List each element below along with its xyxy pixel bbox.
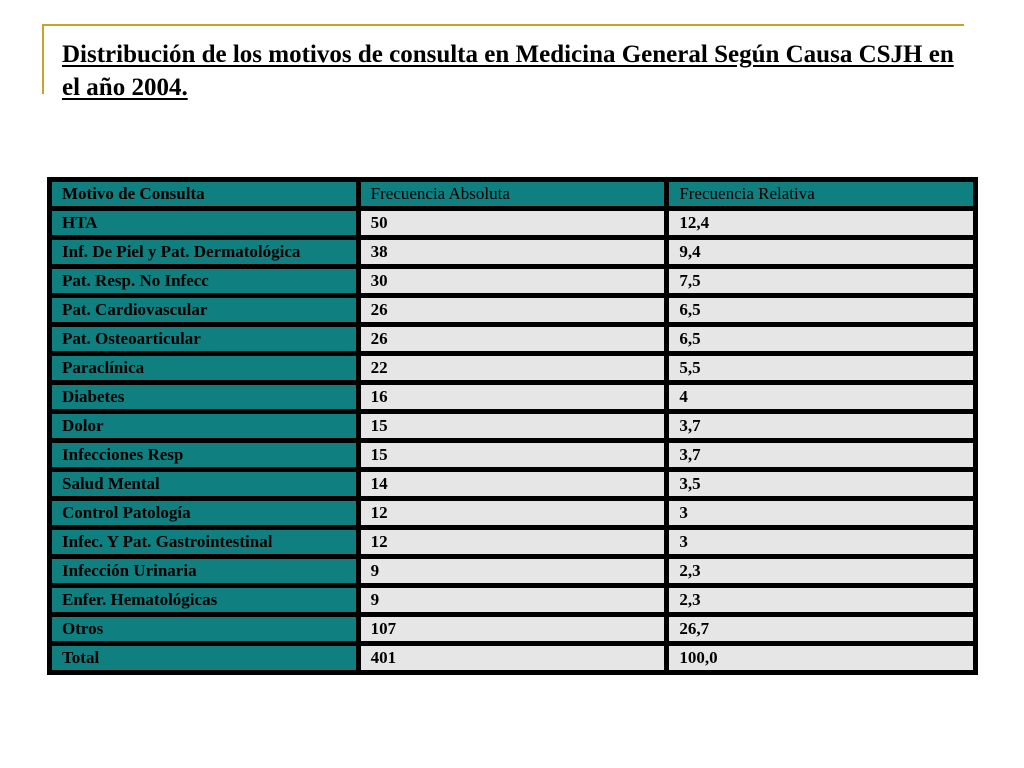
column-header-motivo: Motivo de Consulta xyxy=(52,182,356,206)
frecuencia-relativa-cell: 6,5 xyxy=(669,327,973,351)
frecuencia-relativa-cell: 6,5 xyxy=(669,298,973,322)
frecuencia-absoluta-cell: 50 xyxy=(361,211,665,235)
table-row xyxy=(52,240,973,264)
table-row xyxy=(52,472,973,496)
frecuencia-relativa-cell: 3,7 xyxy=(669,414,973,438)
frecuencia-relativa-cell: 5,5 xyxy=(669,356,973,380)
motivo-cell: Inf. De Piel y Pat. Dermatológica xyxy=(52,240,356,264)
motivo-cell: Pat. Resp. No Infecc xyxy=(52,269,356,293)
motivo-cell: Salud Mental xyxy=(52,472,356,496)
frecuencia-relativa-cell: 12,4 xyxy=(669,211,973,235)
frecuencia-relativa-cell: 3 xyxy=(669,530,973,554)
motivo-cell: HTA xyxy=(52,211,356,235)
frecuencia-relativa-cell: 26,7 xyxy=(669,617,973,641)
motivo-cell: Dolor xyxy=(52,414,356,438)
frecuencia-relativa-cell: 7,5 xyxy=(669,269,973,293)
frecuencia-absoluta-cell: 38 xyxy=(361,240,665,264)
frecuencia-relativa-cell: 3,7 xyxy=(669,443,973,467)
table-row xyxy=(52,617,973,641)
frecuencia-absoluta-cell: 26 xyxy=(361,327,665,351)
accent-line-left xyxy=(42,24,44,94)
table-row xyxy=(52,269,973,293)
frecuencia-absoluta-cell: 401 xyxy=(361,646,665,670)
motivo-cell: Paraclínica xyxy=(52,356,356,380)
table-row xyxy=(52,443,973,467)
data-table xyxy=(47,177,978,675)
table-row xyxy=(52,385,973,409)
frecuencia-relativa-cell: 9,4 xyxy=(669,240,973,264)
motivo-cell: Control Patología xyxy=(52,501,356,525)
motivo-cell: Infecciones Resp xyxy=(52,443,356,467)
frecuencia-absoluta-cell: 107 xyxy=(361,617,665,641)
table-header-row xyxy=(52,182,973,206)
table-body xyxy=(52,211,973,670)
column-header-frecuencia-absoluta: Frecuencia Absoluta xyxy=(361,182,665,206)
table-header xyxy=(52,182,973,206)
frecuencia-relativa-cell: 2,3 xyxy=(669,559,973,583)
motivo-cell: Diabetes xyxy=(52,385,356,409)
motivo-cell: Pat. Osteoarticular xyxy=(52,327,356,351)
table-row xyxy=(52,298,973,322)
frecuencia-relativa-cell: 100,0 xyxy=(669,646,973,670)
frecuencia-absoluta-cell: 22 xyxy=(361,356,665,380)
frecuencia-relativa-cell: 4 xyxy=(669,385,973,409)
table-row-total xyxy=(52,646,973,670)
frecuencia-absoluta-cell: 9 xyxy=(361,588,665,612)
frecuencia-absoluta-cell: 15 xyxy=(361,414,665,438)
column-header-frecuencia-relativa: Frecuencia Relativa xyxy=(669,182,973,206)
motivo-cell: Enfer. Hematológicas xyxy=(52,588,356,612)
frecuencia-absoluta-cell: 14 xyxy=(361,472,665,496)
frecuencia-absoluta-cell: 12 xyxy=(361,530,665,554)
motivo-cell: Otros xyxy=(52,617,356,641)
frecuencia-absoluta-cell: 15 xyxy=(361,443,665,467)
motivo-cell: Infección Urinaria xyxy=(52,559,356,583)
table-row xyxy=(52,414,973,438)
frecuencia-absoluta-cell: 9 xyxy=(361,559,665,583)
table-row xyxy=(52,211,973,235)
page-title: Distribución de los motivos de consulta en Medicina General Según Causa CSJH en el año 2004. xyxy=(62,41,954,101)
motivo-cell: Total xyxy=(52,646,356,670)
frecuencia-absoluta-cell: 16 xyxy=(361,385,665,409)
table-row xyxy=(52,588,973,612)
table-row xyxy=(52,530,973,554)
frecuencia-relativa-cell: 3 xyxy=(669,501,973,525)
frecuencia-absoluta-cell: 26 xyxy=(361,298,665,322)
table-row xyxy=(52,327,973,351)
table-row xyxy=(52,501,973,525)
table-row xyxy=(52,559,973,583)
frecuencia-absoluta-cell: 12 xyxy=(361,501,665,525)
frecuencia-absoluta-cell: 30 xyxy=(361,269,665,293)
motivo-cell: Infec. Y Pat. Gastrointestinal xyxy=(52,530,356,554)
frecuencia-relativa-cell: 3,5 xyxy=(669,472,973,496)
frecuencia-relativa-cell: 2,3 xyxy=(669,588,973,612)
motivo-cell: Pat. Cardiovascular xyxy=(52,298,356,322)
table-row xyxy=(52,356,973,380)
accent-line-top xyxy=(42,24,964,26)
